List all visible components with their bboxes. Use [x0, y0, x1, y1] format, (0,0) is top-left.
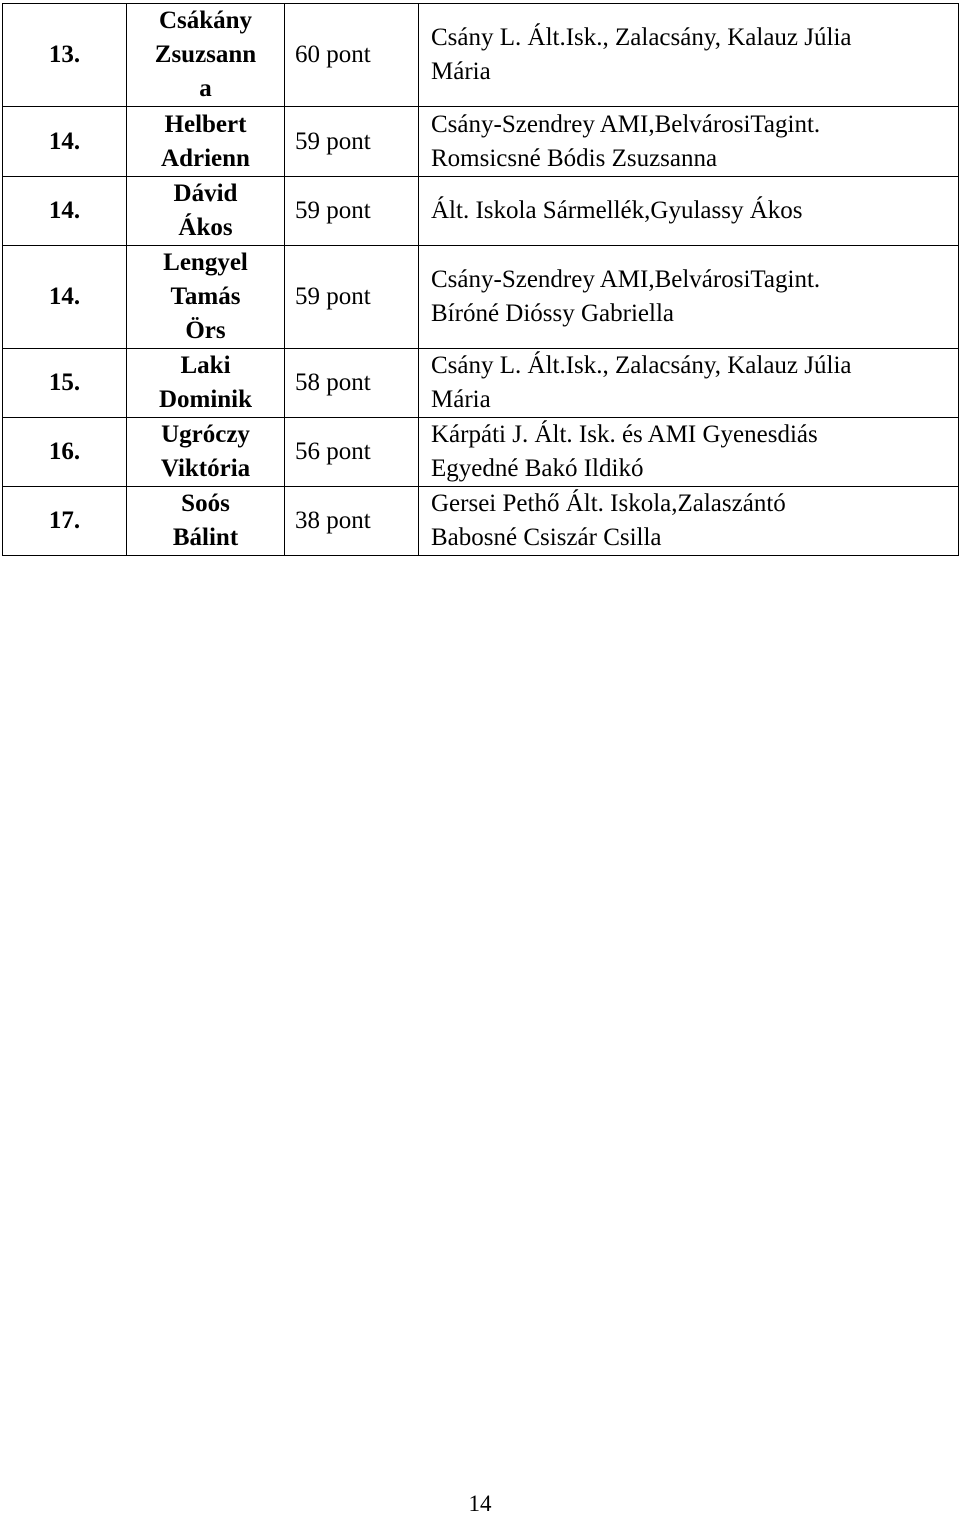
school-line: Csány-Szendrey AMI,BelvárosiTagint. [431, 110, 821, 138]
school-cell [419, 107, 959, 177]
name-line: Helbert [164, 110, 247, 138]
name-line: Tamás [170, 283, 241, 310]
school-cell [419, 487, 959, 556]
name-line: Csákány [158, 7, 253, 34]
school-cell [419, 246, 959, 349]
table-row [3, 487, 959, 556]
name-line: a [199, 75, 212, 102]
school-line: Ált. Iskola Sármellék,Gyulassy Ákos [431, 197, 803, 224]
school-cell [419, 418, 959, 487]
results-table-body [3, 4, 959, 556]
name-line: Ákos [178, 214, 233, 241]
school-line: Egyedné Bakó Ildikó [431, 455, 644, 482]
rank-cell: 15. [3, 349, 127, 418]
school-line: Romsicsné Bódis Zsuzsanna [431, 144, 718, 172]
school-line: Mária [431, 58, 491, 85]
table-row [3, 177, 959, 246]
name-cell [127, 487, 285, 556]
name-line: Ugróczy [161, 421, 250, 448]
school-line: Bíróné Dióssy Gabriella [431, 300, 675, 327]
name-cell [127, 418, 285, 487]
name-cell [127, 349, 285, 418]
name-line: Zsuzsann [154, 41, 257, 68]
name-line: Bálint [172, 524, 239, 551]
name-cell [127, 177, 285, 246]
rank-cell: 16. [3, 418, 127, 487]
school-line: Kárpáti J. Ált. Isk. és AMI Gyenesdiás [431, 421, 818, 448]
table-row [3, 418, 959, 487]
points-cell: 59 pont [285, 107, 419, 177]
points-cell: 38 pont [285, 487, 419, 556]
school-line: Mária [431, 386, 491, 413]
school-line: Gersei Pethő Ált. Iskola,Zalaszántó [431, 490, 786, 517]
results-table [2, 3, 959, 556]
points-cell: 58 pont [285, 349, 419, 418]
points-cell: 60 pont [285, 4, 419, 107]
points-cell: 59 pont [285, 177, 419, 246]
school-line: Csány-Szendrey AMI,BelvárosiTagint. [431, 266, 821, 293]
name-line: Lengyel [163, 249, 248, 276]
rank-cell: 14. [3, 246, 127, 349]
name-line: Soós [181, 490, 230, 517]
rank-cell: 14. [3, 107, 127, 177]
rank-cell: 14. [3, 177, 127, 246]
name-cell [127, 246, 285, 349]
table-row [3, 246, 959, 349]
name-line: Viktória [160, 455, 251, 482]
table-row [3, 107, 959, 177]
rank-cell: 13. [3, 4, 127, 107]
name-cell [127, 107, 285, 177]
school-cell [419, 4, 959, 107]
name-line: Dávid [173, 180, 238, 207]
school-cell [419, 349, 959, 418]
rank-cell: 17. [3, 487, 127, 556]
school-cell [419, 177, 959, 246]
table-row [3, 4, 959, 107]
name-line: Dominik [158, 386, 253, 413]
name-cell [127, 4, 285, 107]
name-line: Adrienn [161, 144, 250, 172]
table-row [3, 349, 959, 418]
page-number: 14 [468, 1491, 492, 1516]
school-line: Csány L. Ált.Isk., Zalacsány, Kalauz Júlia [431, 352, 852, 379]
name-line: Laki [180, 352, 231, 379]
school-line: Babosné Csiszár Csilla [431, 524, 662, 551]
school-line: Csány L. Ált.Isk., Zalacsány, Kalauz Júlia [431, 24, 852, 51]
points-cell: 56 pont [285, 418, 419, 487]
name-line: Örs [185, 317, 226, 344]
points-cell: 59 pont [285, 246, 419, 349]
